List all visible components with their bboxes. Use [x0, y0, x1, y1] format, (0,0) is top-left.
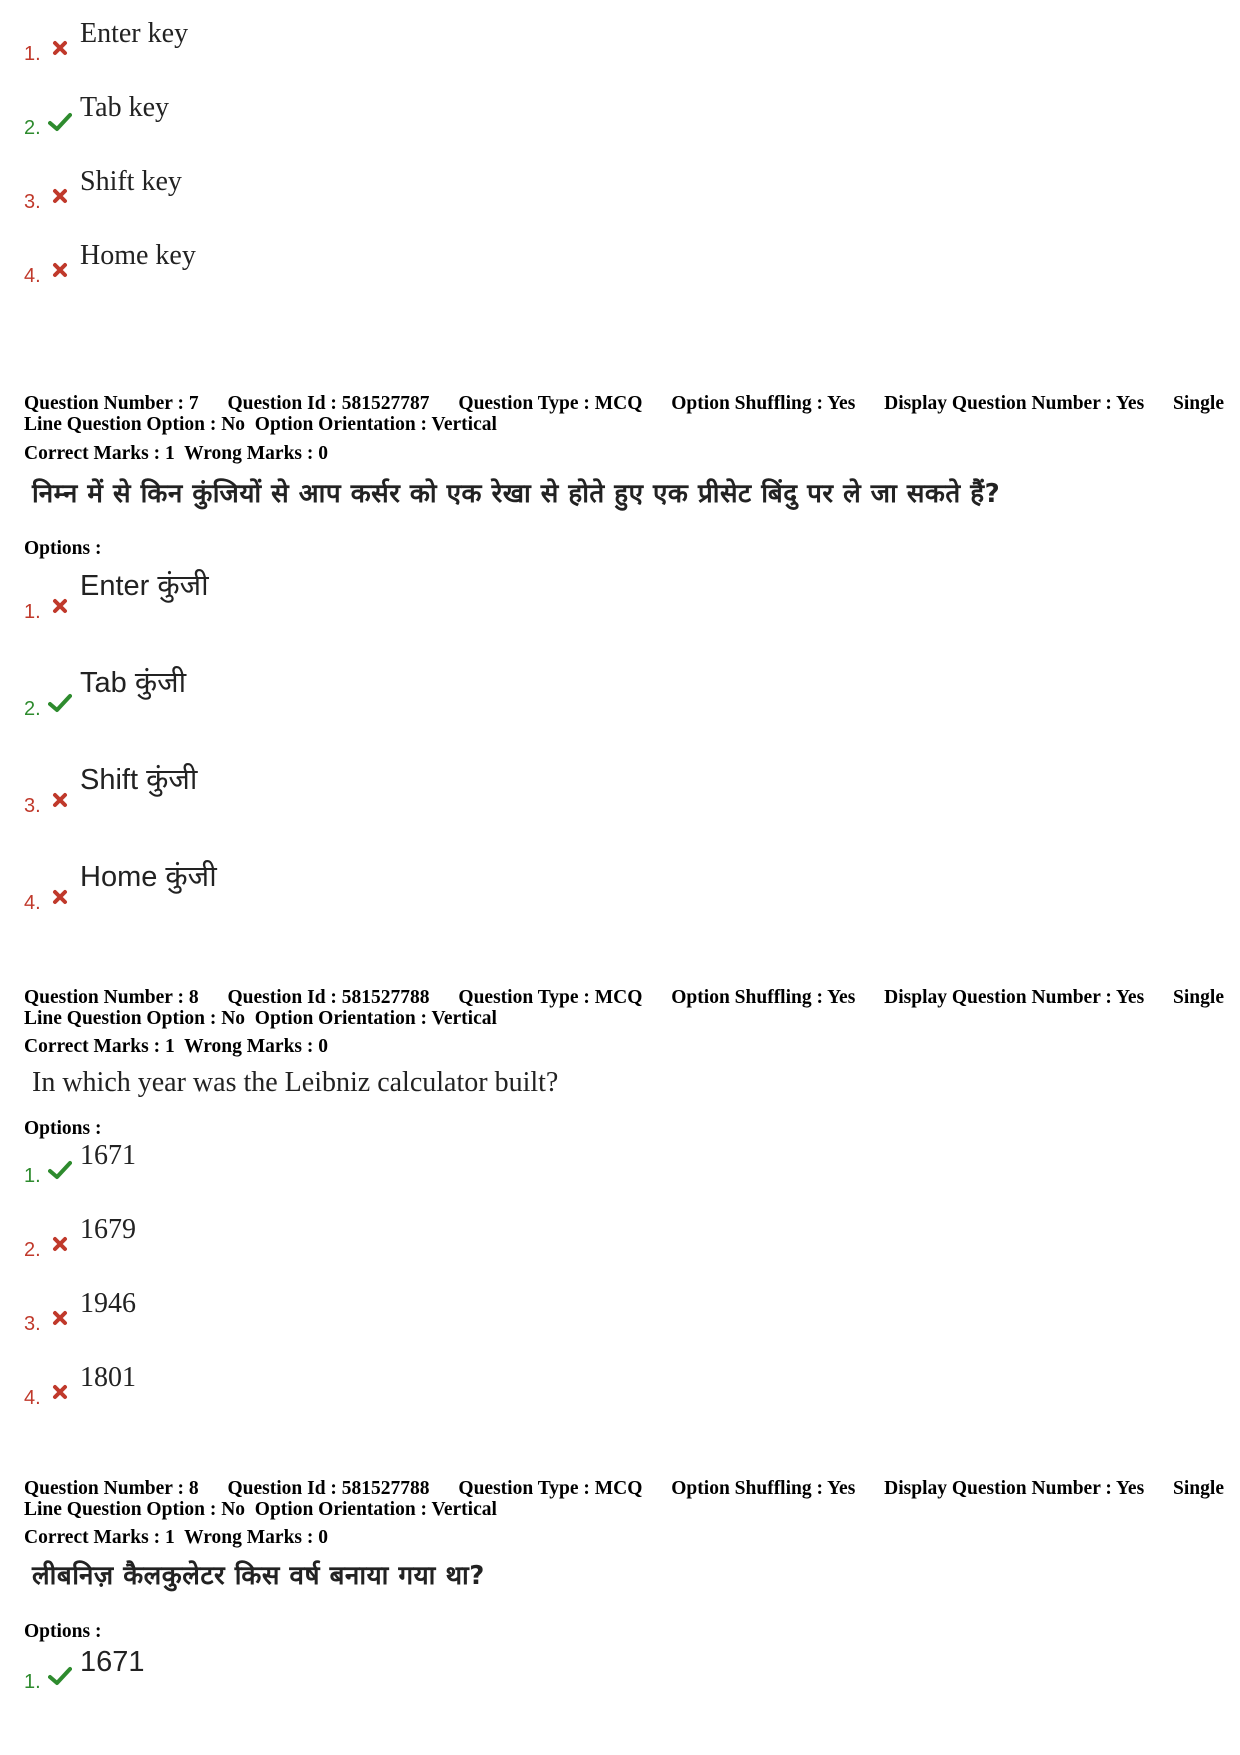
check-icon [46, 108, 74, 136]
prev-option-3 [24, 166, 182, 216]
option-text: Home कुंजी [80, 861, 217, 893]
option-text: 1801 [80, 1362, 136, 1393]
option-text: Enter कुंजी [80, 570, 209, 602]
cross-icon [46, 592, 74, 620]
question-meta [24, 393, 1224, 435]
option-3 [24, 764, 197, 820]
options-label: Options : [24, 538, 102, 559]
question-text: निम्न में से किन कुंजियों से आप कर्सर को एक रेखा से होते हुए एक प्रीसेट बिंदु पर ले जा सकते हैं? [32, 479, 1001, 509]
option-number: 1. [24, 1671, 41, 1693]
meta-field: Question Id : 581527788 [227, 987, 430, 1008]
meta-field: Question Type : MCQ [458, 1478, 643, 1499]
option-3 [24, 1288, 136, 1338]
options-label: Options : [24, 1118, 102, 1139]
option-number: 2. [24, 1239, 41, 1261]
option-number: 4. [24, 265, 41, 287]
cross-icon [46, 1230, 74, 1258]
meta-field: Question Type : MCQ [458, 987, 643, 1008]
option-text: Shift key [80, 166, 182, 197]
option-number: 1. [24, 1165, 41, 1187]
option-number: 1. [24, 43, 41, 65]
marks-line: Correct Marks : 1 Wrong Marks : 0 [24, 1036, 329, 1057]
meta-line-2: Line Question Option : No Option Orientation : Vertical [24, 1008, 497, 1029]
option-text: Tab कुंजी [80, 667, 187, 699]
meta-field: Question Id : 581527788 [227, 1478, 430, 1499]
option-1 [24, 1646, 145, 1696]
meta-field: Single [1173, 1478, 1224, 1499]
option-number: 4. [24, 1387, 41, 1409]
option-4 [24, 861, 217, 917]
meta-field: Display Question Number : Yes [884, 1478, 1145, 1499]
meta-line-2: Line Question Option : No Option Orientation : Vertical [24, 1499, 497, 1520]
marks-line: Correct Marks : 1 Wrong Marks : 0 [24, 443, 329, 464]
cross-icon [46, 182, 74, 210]
option-number: 3. [24, 795, 41, 817]
question-text: In which year was the Leibniz calculator built? [32, 1067, 559, 1098]
cross-icon [46, 1378, 74, 1406]
option-4 [24, 1362, 136, 1412]
option-text: Home key [80, 240, 196, 271]
meta-field: Display Question Number : Yes [884, 987, 1145, 1008]
cross-icon [46, 786, 74, 814]
option-text: 1671 [80, 1140, 136, 1171]
meta-field: Question Number : 8 [24, 987, 199, 1008]
option-number: 1. [24, 601, 41, 623]
meta-field: Question Id : 581527787 [227, 393, 430, 414]
option-number: 4. [24, 892, 41, 914]
check-icon [46, 1156, 74, 1184]
marks-line: Correct Marks : 1 Wrong Marks : 0 [24, 1527, 329, 1548]
cross-icon [46, 1304, 74, 1332]
meta-field: Single [1173, 987, 1224, 1008]
meta-field: Display Question Number : Yes [884, 393, 1145, 414]
meta-field: Question Number : 8 [24, 1478, 199, 1499]
prev-option-1 [24, 18, 188, 68]
option-1 [24, 570, 209, 626]
question-text: लीबनिज़ कैलकुलेटर किस वर्ष बनाया गया था? [32, 1561, 485, 1591]
check-icon [46, 1662, 74, 1690]
prev-option-2 [24, 92, 169, 142]
meta-field: Question Type : MCQ [458, 393, 643, 414]
option-number: 3. [24, 191, 41, 213]
option-text: Tab key [80, 92, 170, 123]
question-meta [24, 1478, 1224, 1520]
cross-icon [46, 256, 74, 284]
option-number: 2. [24, 698, 41, 720]
option-number: 3. [24, 1313, 41, 1335]
option-text: Enter key [80, 18, 189, 49]
options-label: Options : [24, 1621, 102, 1642]
prev-option-4 [24, 240, 196, 290]
meta-field: Single [1173, 393, 1224, 414]
option-text: 1671 [80, 1646, 145, 1678]
option-text: 1946 [80, 1288, 136, 1319]
meta-field: Option Shuffling : Yes [671, 393, 856, 414]
option-text: 1679 [80, 1214, 136, 1245]
cross-icon [46, 883, 74, 911]
meta-field: Question Number : 7 [24, 393, 199, 414]
meta-field: Option Shuffling : Yes [671, 987, 856, 1008]
option-2 [24, 667, 186, 723]
check-icon [46, 689, 74, 717]
meta-line-2: Line Question Option : No Option Orientation : Vertical [24, 414, 497, 435]
option-text: Shift कुंजी [80, 764, 198, 796]
cross-icon [46, 34, 74, 62]
option-2 [24, 1214, 136, 1264]
meta-field: Option Shuffling : Yes [671, 1478, 856, 1499]
option-1 [24, 1140, 136, 1190]
option-number: 2. [24, 117, 41, 139]
question-meta [24, 987, 1224, 1029]
